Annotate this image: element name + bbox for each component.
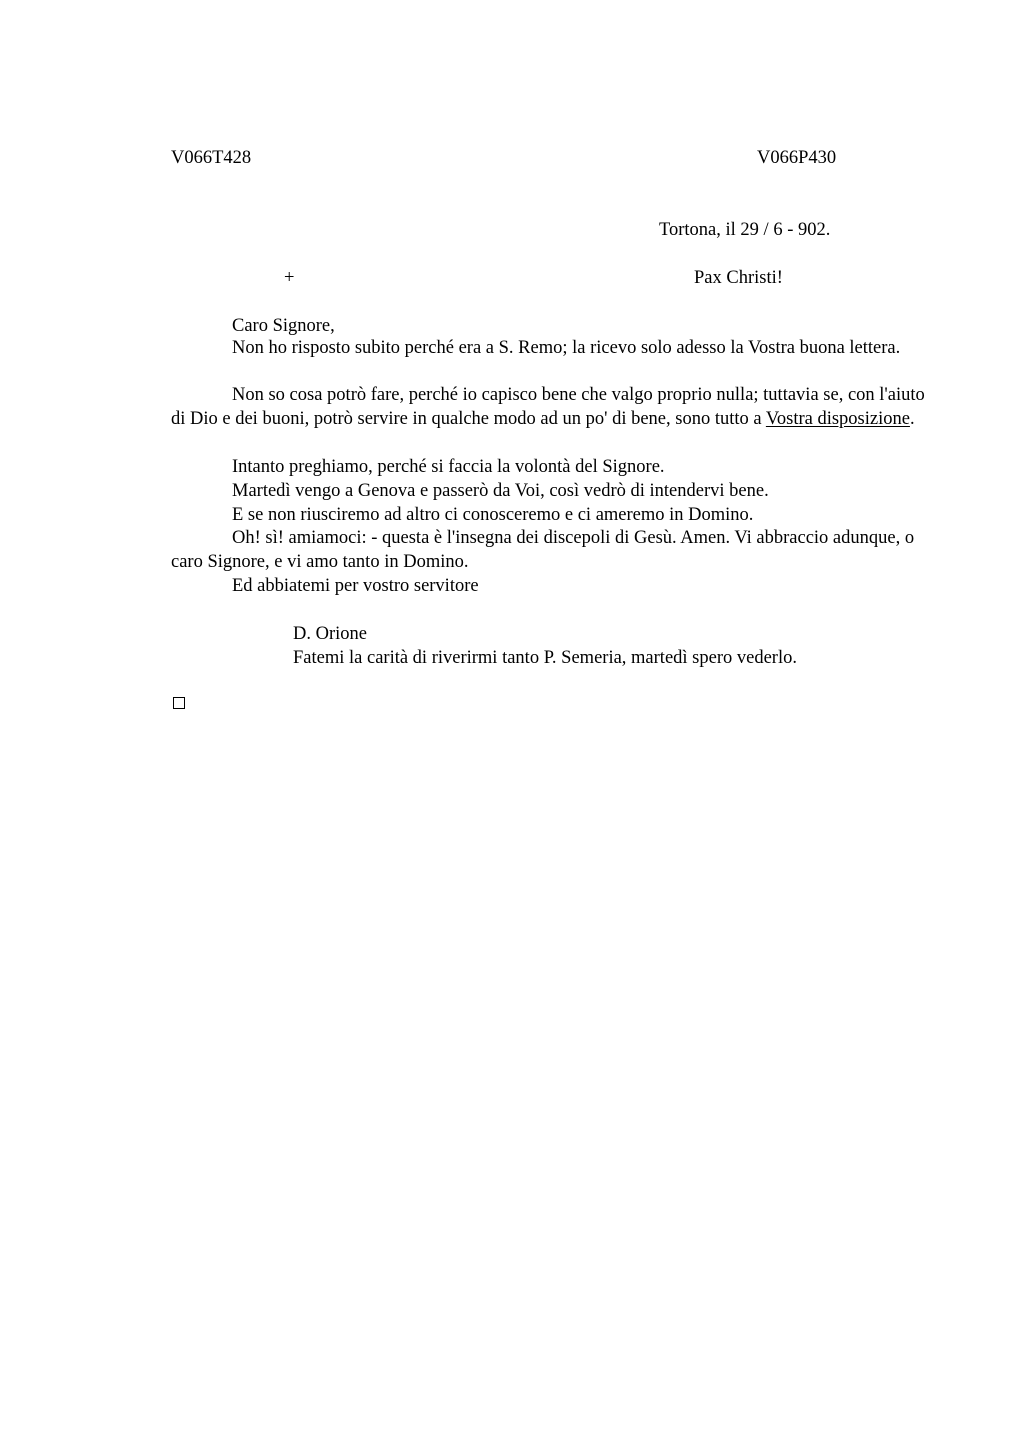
pax-greeting: Pax Christi!: [694, 268, 783, 288]
underlined-phrase: Vostra disposizione: [765, 408, 910, 429]
letter-paragraph-1: [171, 337, 941, 361]
letter-paragraph-1-text: Non ho risposto subito perché era a S. Remo; la ricevo solo adesso la Vostra buona lettera.: [232, 338, 901, 358]
document-code-left: V066T428: [171, 148, 252, 168]
letter-paragraph-2-text: Non so cosa potrò fare, perché io capisco bene che valgo proprio nulla; tuttavia se, con l'aiuto di Dio e dei buoni, potrò servire in qualche modo ad un po' di bene, sono tutto a: [171, 385, 925, 429]
letter-paragraph-3: Intanto preghiamo, perché si faccia la volontà del Signore.: [232, 457, 665, 477]
letter-paragraph-5: E se non riusciremo ad altro ci conosceremo e ci ameremo in Domino.: [232, 505, 754, 525]
letter-paragraph-4: Martedì vengo a Genova e passerò da Voi, così vedrò di intendervi bene.: [232, 481, 769, 501]
letter-paragraph-2-end: .: [909, 408, 915, 429]
letter-closing: Ed abbiatemi per vostro servitore: [232, 576, 479, 596]
document-code-right: V066P430: [757, 148, 837, 168]
letter-paragraph-6-text: Oh! sì! amiamoci: - questa è l'insegna dei discepoli di Gesù. Amen. Vi abbraccio adunque, o caro Signore, e vi amo tanto in Domino.: [171, 528, 915, 572]
signature: D. Orione: [293, 624, 367, 644]
square-box-icon: [173, 697, 185, 709]
place-date: Tortona, il 29 / 6 - 902.: [659, 220, 831, 240]
postscript: Fatemi la carità di riverirmi tanto P. Semeria, martedì spero vederlo.: [293, 648, 797, 668]
letter-paragraph-2: [171, 384, 941, 431]
letter-paragraph-6: [171, 527, 941, 574]
salutation: Caro Signore,: [232, 316, 335, 336]
cross-symbol: +: [284, 268, 295, 288]
